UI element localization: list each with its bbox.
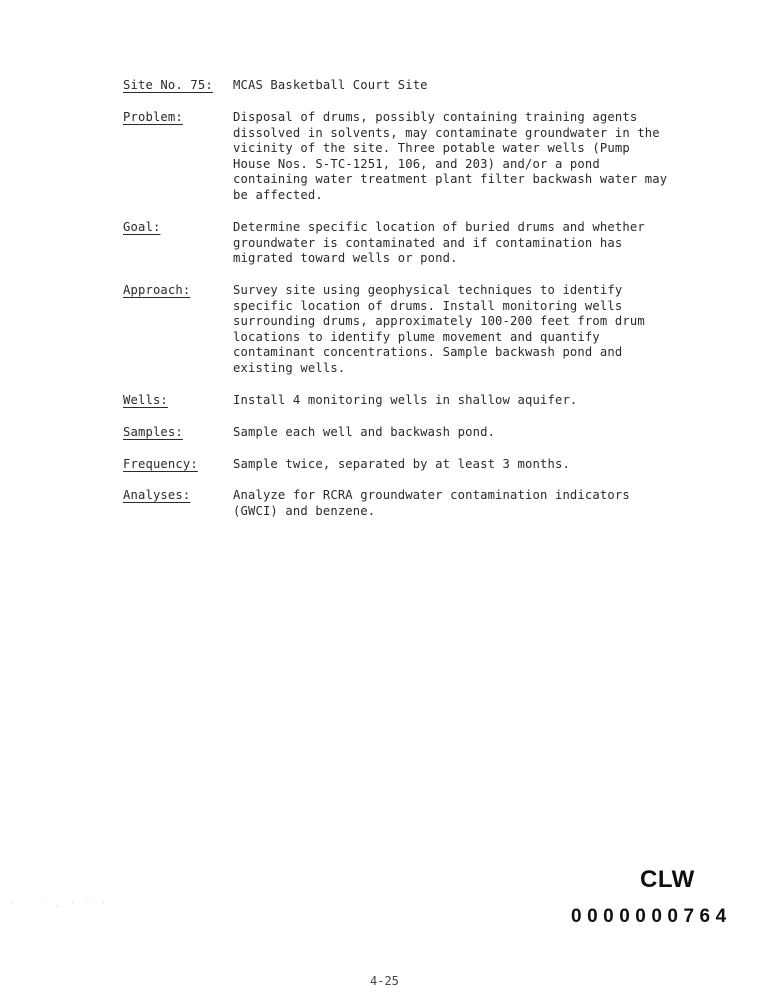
frequency-label: Frequency: [123, 457, 198, 471]
frequency-section [123, 457, 703, 473]
approach-section [123, 283, 703, 376]
wells-text: Install 4 monitoring wells in shallow aquifer. [233, 393, 578, 407]
frequency-text: Sample twice, separated by at least 3 months. [233, 457, 570, 471]
problem-section [123, 110, 703, 203]
page-number: 4-25 [370, 974, 399, 988]
problem-label: Problem: [123, 110, 183, 124]
goal-section [123, 220, 703, 267]
approach-text: Survey site using geophysical techniques to identify specific location of drums. Install monitoring wells surrounding drums, approximately 100-200 feet from drum locations to identify plume movement and quantify contaminant concentrations. Sample backwash pond and existing wells. [233, 283, 645, 375]
site-label: Site No. 75: [123, 78, 213, 92]
goal-label: Goal: [123, 220, 161, 234]
analyses-label: Analyses: [123, 488, 191, 502]
bates-stamp-letters: CLW [640, 866, 695, 893]
bleed-through-marks: · ˙ . · ˙ · [10, 895, 110, 910]
bates-stamp-number: 0000000764 [571, 906, 732, 927]
analyses-section [123, 488, 703, 519]
site-name: MCAS Basketball Court Site [233, 78, 428, 92]
problem-text: Disposal of drums, possibly containing training agents dissolved in solvents, may contaminate groundwater in the vicinity of the site. Three potable water wells (Pump House Nos. S-TC-1251, 106, and 203) and/or a pond containing water treatment plant filter backwash water may be affected. [233, 110, 668, 202]
analyses-text: Analyze for RCRA groundwater contamination indicators (GWCI) and benzene. [233, 488, 630, 518]
wells-section [123, 393, 703, 409]
goal-text: Determine specific location of buried drums and whether groundwater is contaminated and if contamination has migrated toward wells or pond. [233, 220, 645, 265]
samples-label: Samples: [123, 425, 183, 439]
approach-label: Approach: [123, 283, 191, 297]
samples-section [123, 425, 703, 441]
site-row [123, 78, 703, 94]
samples-text: Sample each well and backwash pond. [233, 425, 496, 439]
wells-label: Wells: [123, 393, 168, 407]
